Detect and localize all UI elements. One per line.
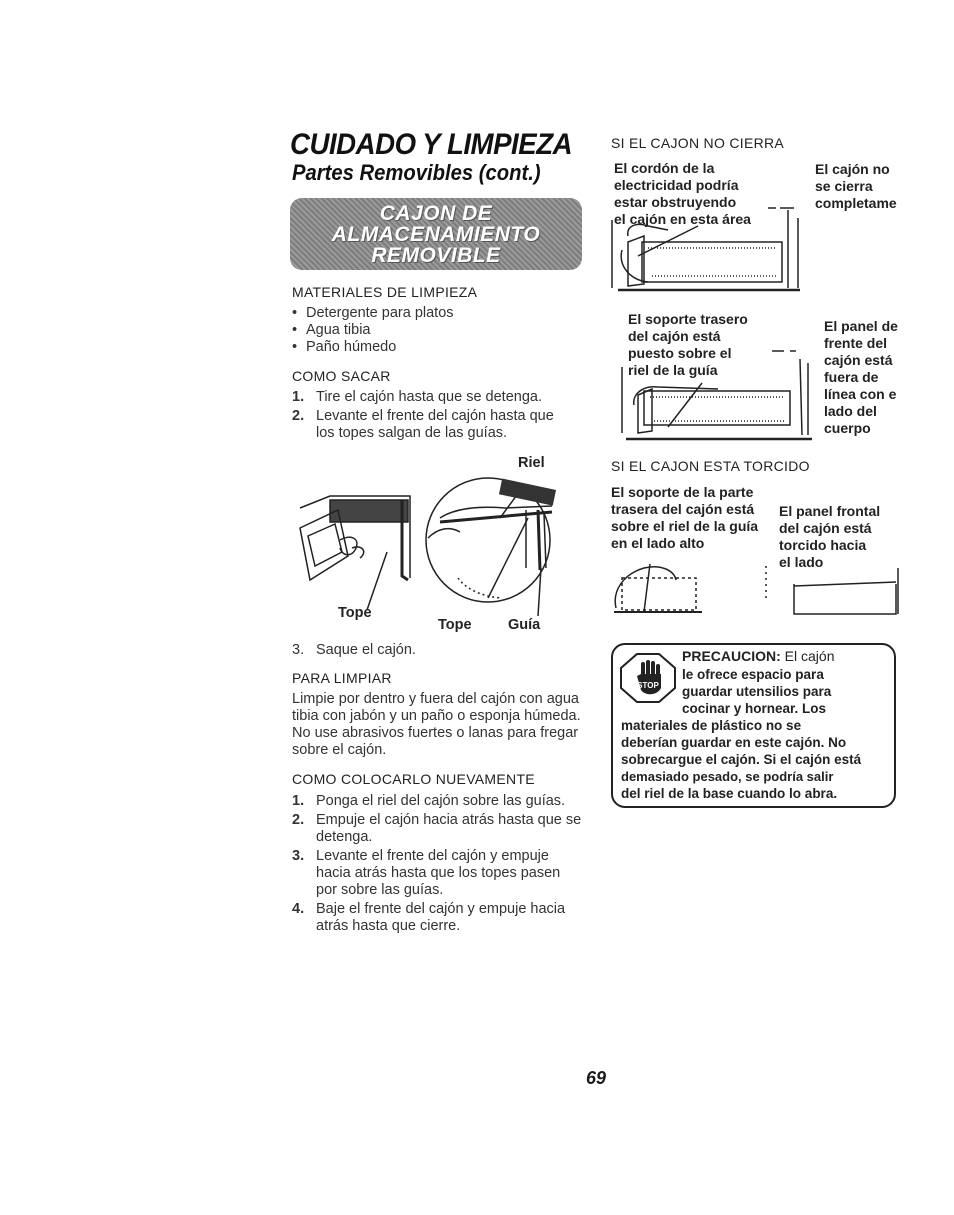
crooked-drawer-side-diagram (610, 560, 710, 616)
caution-line: deberían guardar en este cajón. No (621, 735, 847, 750)
step-number: 3. (292, 848, 305, 864)
panel-label-line: cuerpo (824, 420, 871, 436)
crooked-heading: SI EL CAJON ESTA TORCIDO (611, 458, 810, 474)
support-label-line: del cajón está (628, 328, 721, 344)
list-item: • Detergente para platos (292, 305, 572, 322)
drawer-label-line: se cierra (815, 178, 873, 194)
drawer-label (815, 161, 905, 212)
step-text: Empuje el cajón hacia atrás hasta que se detenga. (316, 812, 582, 845)
list-item (292, 901, 582, 935)
stop-icon-text: STOP (637, 681, 659, 690)
step-number: 4. (292, 901, 305, 917)
step-text: Ponga el riel del cajón sobre las guías. (316, 793, 566, 809)
cord-label-line: electricidad podría (614, 177, 739, 193)
label-guia: Guía (508, 617, 541, 633)
cord-label-line: El cordón de la (614, 160, 715, 176)
list-item (292, 642, 572, 659)
crooked-support-label (611, 484, 758, 552)
replace-heading: COMO COLOCARLO NUEVAMENTE (292, 771, 535, 787)
list-item: • Paño húmedo (292, 339, 572, 356)
support-label-line: riel de la guía (628, 362, 718, 378)
list-item (292, 793, 582, 810)
label-tope: Tope (438, 617, 472, 633)
crooked-drawer-front-diagram (760, 562, 905, 618)
stop-hand-icon (619, 652, 677, 704)
cord-label-line: el cajón en esta área (614, 211, 751, 227)
step-number: 1. (292, 793, 305, 809)
drawer-diagram-support-on-rail (618, 345, 818, 445)
page-title: CUIDADO Y LIMPIEZA (290, 128, 573, 161)
step-number: 1. (292, 389, 305, 405)
list-item (292, 812, 582, 846)
section-banner (290, 198, 582, 270)
cord-label-line: estar obstruyendo (614, 194, 737, 210)
support-label-line: El soporte trasero (628, 311, 748, 327)
caution-lead: PRECAUCION: (682, 648, 781, 664)
step-number: 3. (292, 642, 305, 658)
caution-line: guardar utensilios para (682, 684, 832, 699)
clean-text: Limpie por dentro y fuera del cajón con agua tibia con jabón y un paño o esponja húmeda. No use abrasivos fuertes o lanas para fregar sobre el cajón. (292, 691, 581, 758)
remove-heading: COMO SACAR (292, 368, 391, 384)
banner-line: REMOVIBLE (371, 244, 501, 267)
crooked-panel-line: del cajón está (779, 520, 872, 536)
crooked-support-line: El soporte de la parte (611, 484, 754, 500)
remove-steps (292, 389, 572, 444)
crooked-panel-line: el lado (779, 554, 824, 570)
crooked-panel-line: El panel frontal (779, 503, 881, 519)
step-text: Baje el frente del cajón y empuje hacia atrás hasta que cierre. (316, 901, 566, 934)
support-label-line: puesto sobre el (628, 345, 732, 361)
crooked-panel-label (779, 503, 880, 571)
list-item (292, 848, 582, 899)
replace-steps (292, 793, 582, 937)
banner-line: CAJON DE (379, 202, 493, 225)
panel-label-line: El panel de (824, 318, 898, 334)
clean-heading: PARA LIMPIAR (292, 670, 392, 686)
panel-label (824, 318, 904, 437)
step-text: Saque el cajón. (316, 642, 416, 658)
drawer-label-line: El cajón no (815, 161, 890, 177)
banner-line: ALMACENAMIENTO (331, 223, 541, 246)
drawer-label-line: completame (815, 195, 897, 211)
page-number: 69 (586, 1068, 607, 1088)
caution-line: sobrecargue el cajón. Si el cajón está (621, 752, 862, 767)
drawer-removal-illustration (290, 448, 575, 636)
label-tope: Tope (338, 605, 372, 621)
caution-lead-line (682, 648, 834, 665)
step-text: Levante el frente del cajón y empuje hacia atrás hasta que los topes pasen por sobre las guías. (316, 848, 561, 898)
panel-label-line: frente del (824, 335, 888, 351)
no-close-heading: SI EL CAJON NO CIERRA (611, 135, 785, 151)
caution-line: le ofrece espacio para (682, 667, 824, 682)
caution-line: El cajón (784, 648, 835, 664)
caution-line: cocinar y hornear. Los (682, 701, 827, 716)
crooked-support-line: en el lado alto (611, 535, 705, 551)
panel-label-line: cajón está (824, 352, 893, 368)
step-text: Tire el cajón hasta que se detenga. (316, 389, 542, 405)
label-riel: Riel (518, 455, 545, 471)
step-number: 2. (292, 812, 305, 828)
panel-label-line: fuera de (824, 369, 879, 385)
step-number: 2. (292, 408, 305, 424)
list-item: • Agua tibia (292, 322, 572, 339)
materials-heading: MATERIALES DE LIMPIEZA (292, 284, 478, 300)
caution-line: del riel de la base cuando lo abra. (621, 786, 838, 801)
step-text: Levante el frente del cajón hasta que los topes salgan de las guías. (316, 408, 554, 441)
crooked-panel-line: torcido hacia (779, 537, 867, 553)
materials-list (292, 305, 572, 356)
panel-label-line: línea con e (824, 386, 897, 402)
crooked-support-line: sobre el riel de la guía (611, 518, 759, 534)
list-item (292, 408, 572, 442)
caution-line: materiales de plástico no se (621, 718, 802, 733)
page-subtitle: Partes Removibles (cont.) (292, 160, 541, 185)
drawer-diagram-not-closing (608, 196, 808, 300)
remove-step-3 (292, 642, 572, 661)
caution-line: demasiado pesado, se podría salir (621, 769, 834, 784)
crooked-support-line: trasera del cajón está (611, 501, 755, 517)
panel-label-line: lado del (824, 403, 877, 419)
list-item (292, 389, 572, 406)
